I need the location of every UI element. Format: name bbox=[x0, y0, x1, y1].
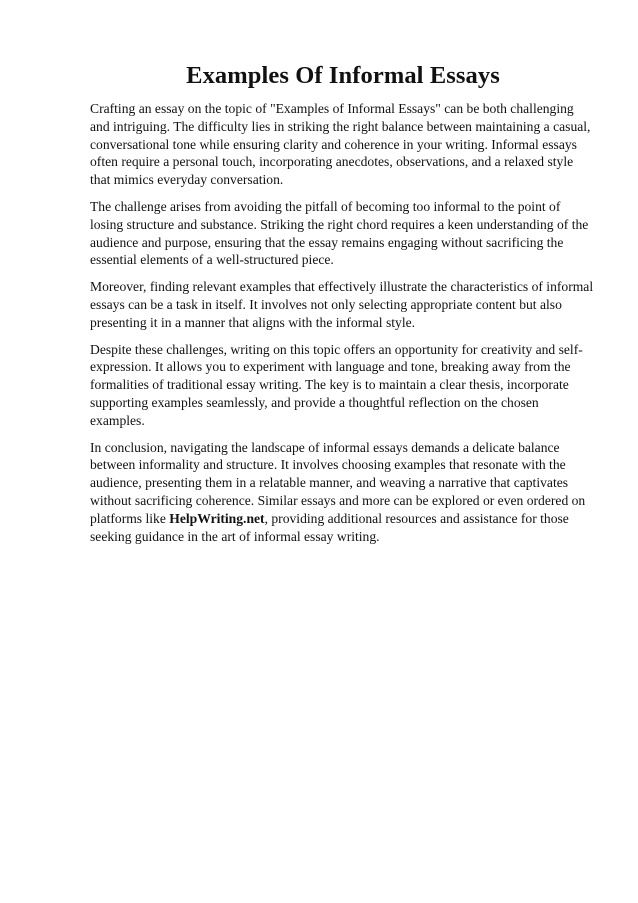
paragraph-opportunity: Despite these challenges, writing on this topic offers an opportunity for creativity and self-expression. It allows you to experiment with language and tone, breaking away from the formalities of traditional essay writing. The key is to maintain a clear thesis, incorporate supporting examples seamlessly, and provide a thoughtful reflection on the chosen examples. bbox=[90, 341, 583, 428]
paragraph-challenge: The challenge arises from avoiding the pitfall of becoming too informal to the point of losing structure and substance. Striking the right chord requires a keen understanding of the audience and purpose, ensuring that the essay remains engaging without sacrificing the essential elements of a well-structured piece. bbox=[90, 198, 589, 268]
document-body bbox=[90, 60, 596, 554]
conclusion-text-start: In conclusion, navigating the landscape of informal essays demands a delicate balance between informality and structure. It involves choosing examples that resonate with the audience, presenting them in a relatable manner, and weaving a narrative that captivates without sacrificing coherence. Similar essays and more can be explored or even ordered on platforms like bbox=[90, 439, 586, 526]
helpwriting-link[interactable]: HelpWriting.net bbox=[169, 510, 265, 526]
paragraph-intro: Crafting an essay on the topic of "Examples of Informal Essays" can be both challenging and intriguing. The difficulty lies in striking the right balance between maintaining a casual, conversational tone while ensuring clarity and coherence in your writing. Informal essays often require a personal touch, incorporating anecdotes, observations, and a relaxed style that mimics everyday conversation. bbox=[90, 101, 591, 188]
paragraph-examples: Moreover, finding relevant examples that effectively illustrate the characteristics of informal essays can be a task in itself. It involves not only selecting appropriate content but also presenting it in a manner that aligns with the informal style. bbox=[90, 279, 594, 330]
conclusion-text-end: , providing additional resources and assistance for those seeking guidance in the art of informal essay writing. bbox=[90, 510, 569, 544]
paragraph-conclusion bbox=[90, 439, 596, 546]
document-title: Examples Of Informal Essays bbox=[186, 62, 500, 89]
